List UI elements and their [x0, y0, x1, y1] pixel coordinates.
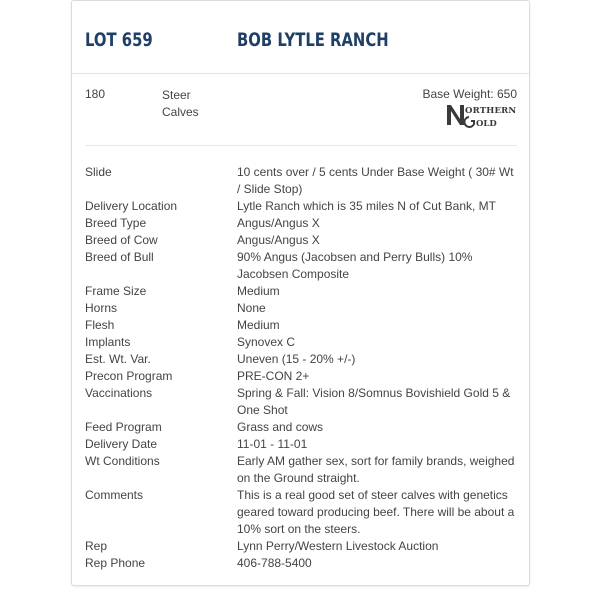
detail-label: Flesh — [85, 318, 115, 332]
detail-label: Slide — [85, 165, 112, 179]
detail-value: Spring & Fall: Vision 8/Somnus Bovishield Gold 5 & One Shot — [237, 386, 511, 417]
detail-row — [85, 436, 517, 453]
detail-row — [85, 385, 517, 419]
detail-row — [85, 164, 517, 198]
detail-row — [85, 232, 517, 249]
detail-value: Lytle Ranch which is 35 miles N of Cut Bank, MT — [237, 199, 496, 213]
detail-label: Implants — [85, 335, 131, 349]
detail-label: Frame Size — [85, 284, 147, 298]
northern-gold-logo-icon — [445, 102, 517, 128]
detail-value: 406-788-5400 — [237, 556, 312, 570]
detail-label: Horns — [85, 301, 118, 315]
svg-text:OLD: OLD — [476, 119, 497, 128]
detail-value: Medium — [237, 318, 280, 332]
detail-row — [85, 555, 517, 572]
detail-value: Angus/Angus X — [237, 233, 320, 247]
detail-value: Lynn Perry/Western Livestock Auction — [237, 539, 439, 553]
detail-label: Comments — [85, 488, 144, 502]
detail-row — [85, 283, 517, 300]
detail-row — [85, 300, 517, 317]
lot-header — [72, 1, 529, 74]
detail-row — [85, 487, 517, 538]
detail-label: Vaccinations — [85, 386, 153, 400]
detail-value: 90% Angus (Jacobsen and Perry Bulls) 10% Jacobsen Composite — [237, 250, 473, 281]
detail-value: Early AM gather sex, sort for family brands, weighed on the Ground straight. — [237, 454, 515, 485]
detail-label: Wt Conditions — [85, 454, 160, 468]
base-weight: Base Weight: 650 — [422, 87, 517, 101]
detail-label: Est. Wt. Var. — [85, 352, 151, 366]
detail-row — [85, 249, 517, 283]
detail-value: Medium — [237, 284, 280, 298]
detail-value: Angus/Angus X — [237, 216, 320, 230]
cattle-description — [162, 87, 222, 121]
detail-row — [85, 368, 517, 385]
detail-value: Grass and cows — [237, 420, 324, 434]
detail-label: Delivery Location — [85, 199, 178, 213]
detail-label: Feed Program — [85, 420, 162, 434]
detail-row — [85, 351, 517, 368]
detail-row — [85, 317, 517, 334]
detail-label: Delivery Date — [85, 437, 158, 451]
lot-summary — [85, 87, 517, 146]
detail-value: PRE-CON 2+ — [237, 369, 310, 383]
detail-label: Breed Type — [85, 216, 147, 230]
detail-row — [85, 334, 517, 351]
detail-value: Synovex C — [237, 335, 296, 349]
detail-row — [85, 198, 517, 215]
detail-value: This is a real good set of steer calves with genetics geared toward producing beef. There will be about a 10% sort on the steers. — [237, 488, 515, 536]
description-line-2: Calves — [162, 105, 199, 119]
lot-card — [71, 0, 530, 586]
lot-details — [85, 164, 517, 572]
detail-label: Breed of Bull — [85, 250, 154, 264]
detail-value: 11-01 - 11-01 — [237, 437, 308, 451]
detail-value: 10 cents over / 5 cents Under Base Weight ( 30# Wt / Slide Stop) — [237, 165, 514, 196]
description-line-1: Steer — [162, 88, 191, 102]
detail-row — [85, 419, 517, 436]
detail-label: Rep — [85, 539, 108, 553]
detail-value: Uneven (15 - 20% +/-) — [237, 352, 356, 366]
detail-label: Precon Program — [85, 369, 173, 383]
detail-label: Breed of Cow — [85, 233, 158, 247]
detail-value: None — [237, 301, 266, 315]
detail-row — [85, 215, 517, 232]
lot-number: LOT 659 — [85, 29, 153, 51]
ranch-name: BOB LYTLE RANCH — [237, 29, 389, 51]
detail-row — [85, 453, 517, 487]
svg-text:ORTHERN: ORTHERN — [465, 106, 517, 116]
detail-row — [85, 538, 517, 555]
head-count: 180 — [85, 87, 106, 101]
detail-label: Rep Phone — [85, 556, 146, 570]
